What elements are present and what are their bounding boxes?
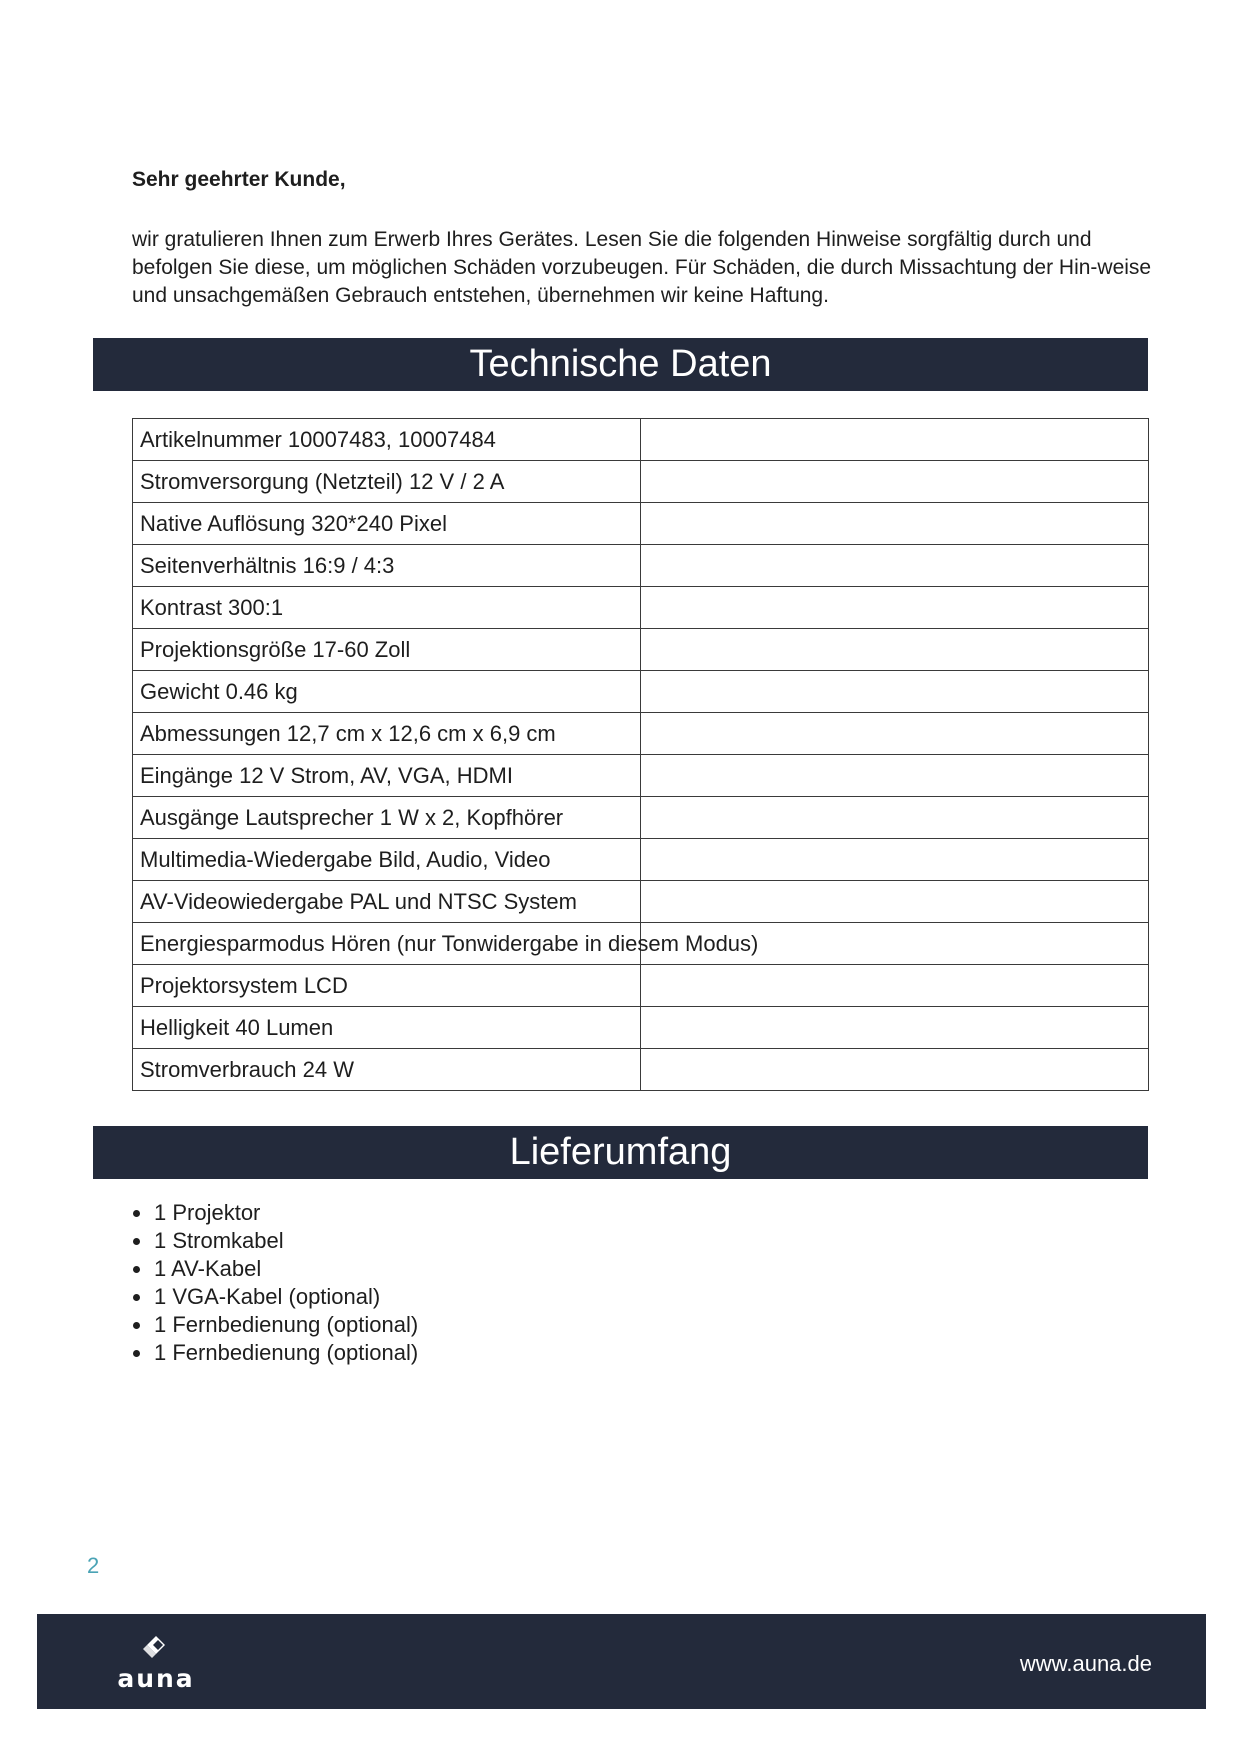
spec-cell: Gewicht 0.46 kg <box>133 671 641 713</box>
spec-cell: Kontrast 300:1 <box>133 587 641 629</box>
spec-cell-empty <box>641 503 1149 545</box>
list-item-label: 1 Stromkabel <box>154 1228 284 1253</box>
spec-row <box>133 965 1149 1007</box>
spec-cell-empty <box>641 1007 1149 1049</box>
spec-cell-empty <box>641 671 1149 713</box>
spec-row <box>133 419 1149 461</box>
spec-cell: Energiesparmodus Hören (nur Tonwidergabe in diesem Modus) <box>133 923 641 965</box>
list-item <box>132 1311 418 1339</box>
spec-row <box>133 629 1149 671</box>
brand-logo-text: auna <box>117 1664 195 1693</box>
spec-cell-empty <box>641 797 1149 839</box>
section-header-lieferumfang: Lieferumfang <box>93 1126 1148 1179</box>
bullet-icon <box>133 1322 140 1329</box>
spec-row <box>133 1007 1149 1049</box>
spec-cell: Abmessungen 12,7 cm x 12,6 cm x 6,9 cm <box>133 713 641 755</box>
list-item <box>132 1339 418 1367</box>
brand-logo[interactable] <box>101 1634 211 1694</box>
spec-cell: Seitenverhältnis 16:9 / 4:3 <box>133 545 641 587</box>
auna-diamond-logo-icon <box>101 1634 211 1668</box>
spec-cell-empty <box>641 629 1149 671</box>
bullet-icon <box>133 1294 140 1301</box>
list-item-label: 1 Projektor <box>154 1200 261 1225</box>
website-link[interactable]: www.auna.de <box>1019 1651 1152 1676</box>
intro-paragraph: wir gratulieren Ihnen zum Erwerb Ihres Gerätes. Lesen Sie die folgenden Hinweise sorgfältig durch und befolgen Sie diese, um möglichen Schäden vorzubeugen. Für Schäden, die durch Missachtung der Hin-weise und unsachgemäßen Gebrauch entstehen, übernehmen wir keine Haftung. <box>132 228 1152 307</box>
spec-table-body <box>133 419 1149 1091</box>
spec-cell: Projektionsgröße 17-60 Zoll <box>133 629 641 671</box>
spec-row <box>133 503 1149 545</box>
spec-row <box>133 923 1149 965</box>
bullet-icon <box>133 1350 140 1357</box>
spec-row <box>133 545 1149 587</box>
list-item-label: 1 VGA-Kabel (optional) <box>154 1284 381 1309</box>
list-item-label: 1 Fernbedienung (optional) <box>154 1340 419 1365</box>
list-item <box>132 1255 418 1283</box>
list-item <box>132 1199 418 1227</box>
spec-cell: Eingänge 12 V Strom, AV, VGA, HDMI <box>133 755 641 797</box>
spec-row <box>133 797 1149 839</box>
spec-cell-empty <box>641 587 1149 629</box>
delivery-list <box>132 1199 418 1367</box>
spec-cell-empty <box>641 461 1149 503</box>
page-number: 2 <box>87 1553 100 1578</box>
list-item-label: 1 AV-Kabel <box>154 1256 262 1281</box>
bullet-icon <box>133 1210 140 1217</box>
spec-cell: Artikelnummer 10007483, 10007484 <box>133 419 641 461</box>
bullet-icon <box>133 1238 140 1245</box>
spec-row <box>133 1049 1149 1091</box>
spec-cell-empty <box>641 713 1149 755</box>
spec-cell-empty <box>641 1049 1149 1091</box>
spec-cell: Native Auflösung 320*240 Pixel <box>133 503 641 545</box>
list-item <box>132 1283 418 1311</box>
spec-cell-empty <box>641 755 1149 797</box>
spec-row <box>133 671 1149 713</box>
spec-cell: Stromversorgung (Netzteil) 12 V / 2 A <box>133 461 641 503</box>
spec-cell: Ausgänge Lautsprecher 1 W x 2, Kopfhörer <box>133 797 641 839</box>
spec-table <box>132 418 1149 1091</box>
spec-cell: Projektorsystem LCD <box>133 965 641 1007</box>
spec-row <box>133 839 1149 881</box>
spec-row <box>133 881 1149 923</box>
list-item <box>132 1227 418 1255</box>
spec-cell-empty <box>641 419 1149 461</box>
greeting: Sehr geehrter Kunde, <box>132 168 346 191</box>
spec-cell: AV-Videowiedergabe PAL und NTSC System <box>133 881 641 923</box>
spec-cell-empty <box>641 839 1149 881</box>
spec-row <box>133 587 1149 629</box>
spec-row <box>133 755 1149 797</box>
spec-cell: Helligkeit 40 Lumen <box>133 1007 641 1049</box>
bullet-icon <box>133 1266 140 1273</box>
spec-cell: Multimedia-Wiedergabe Bild, Audio, Video <box>133 839 641 881</box>
list-item-label: 1 Fernbedienung (optional) <box>154 1312 419 1337</box>
spec-cell-empty <box>641 965 1149 1007</box>
spec-cell-empty <box>641 545 1149 587</box>
spec-cell-empty <box>641 881 1149 923</box>
spec-row <box>133 461 1149 503</box>
spec-row <box>133 713 1149 755</box>
section-header-technische-daten: Technische Daten <box>93 338 1148 391</box>
footer-bar <box>37 1614 1206 1709</box>
spec-cell: Stromverbrauch 24 W <box>133 1049 641 1091</box>
